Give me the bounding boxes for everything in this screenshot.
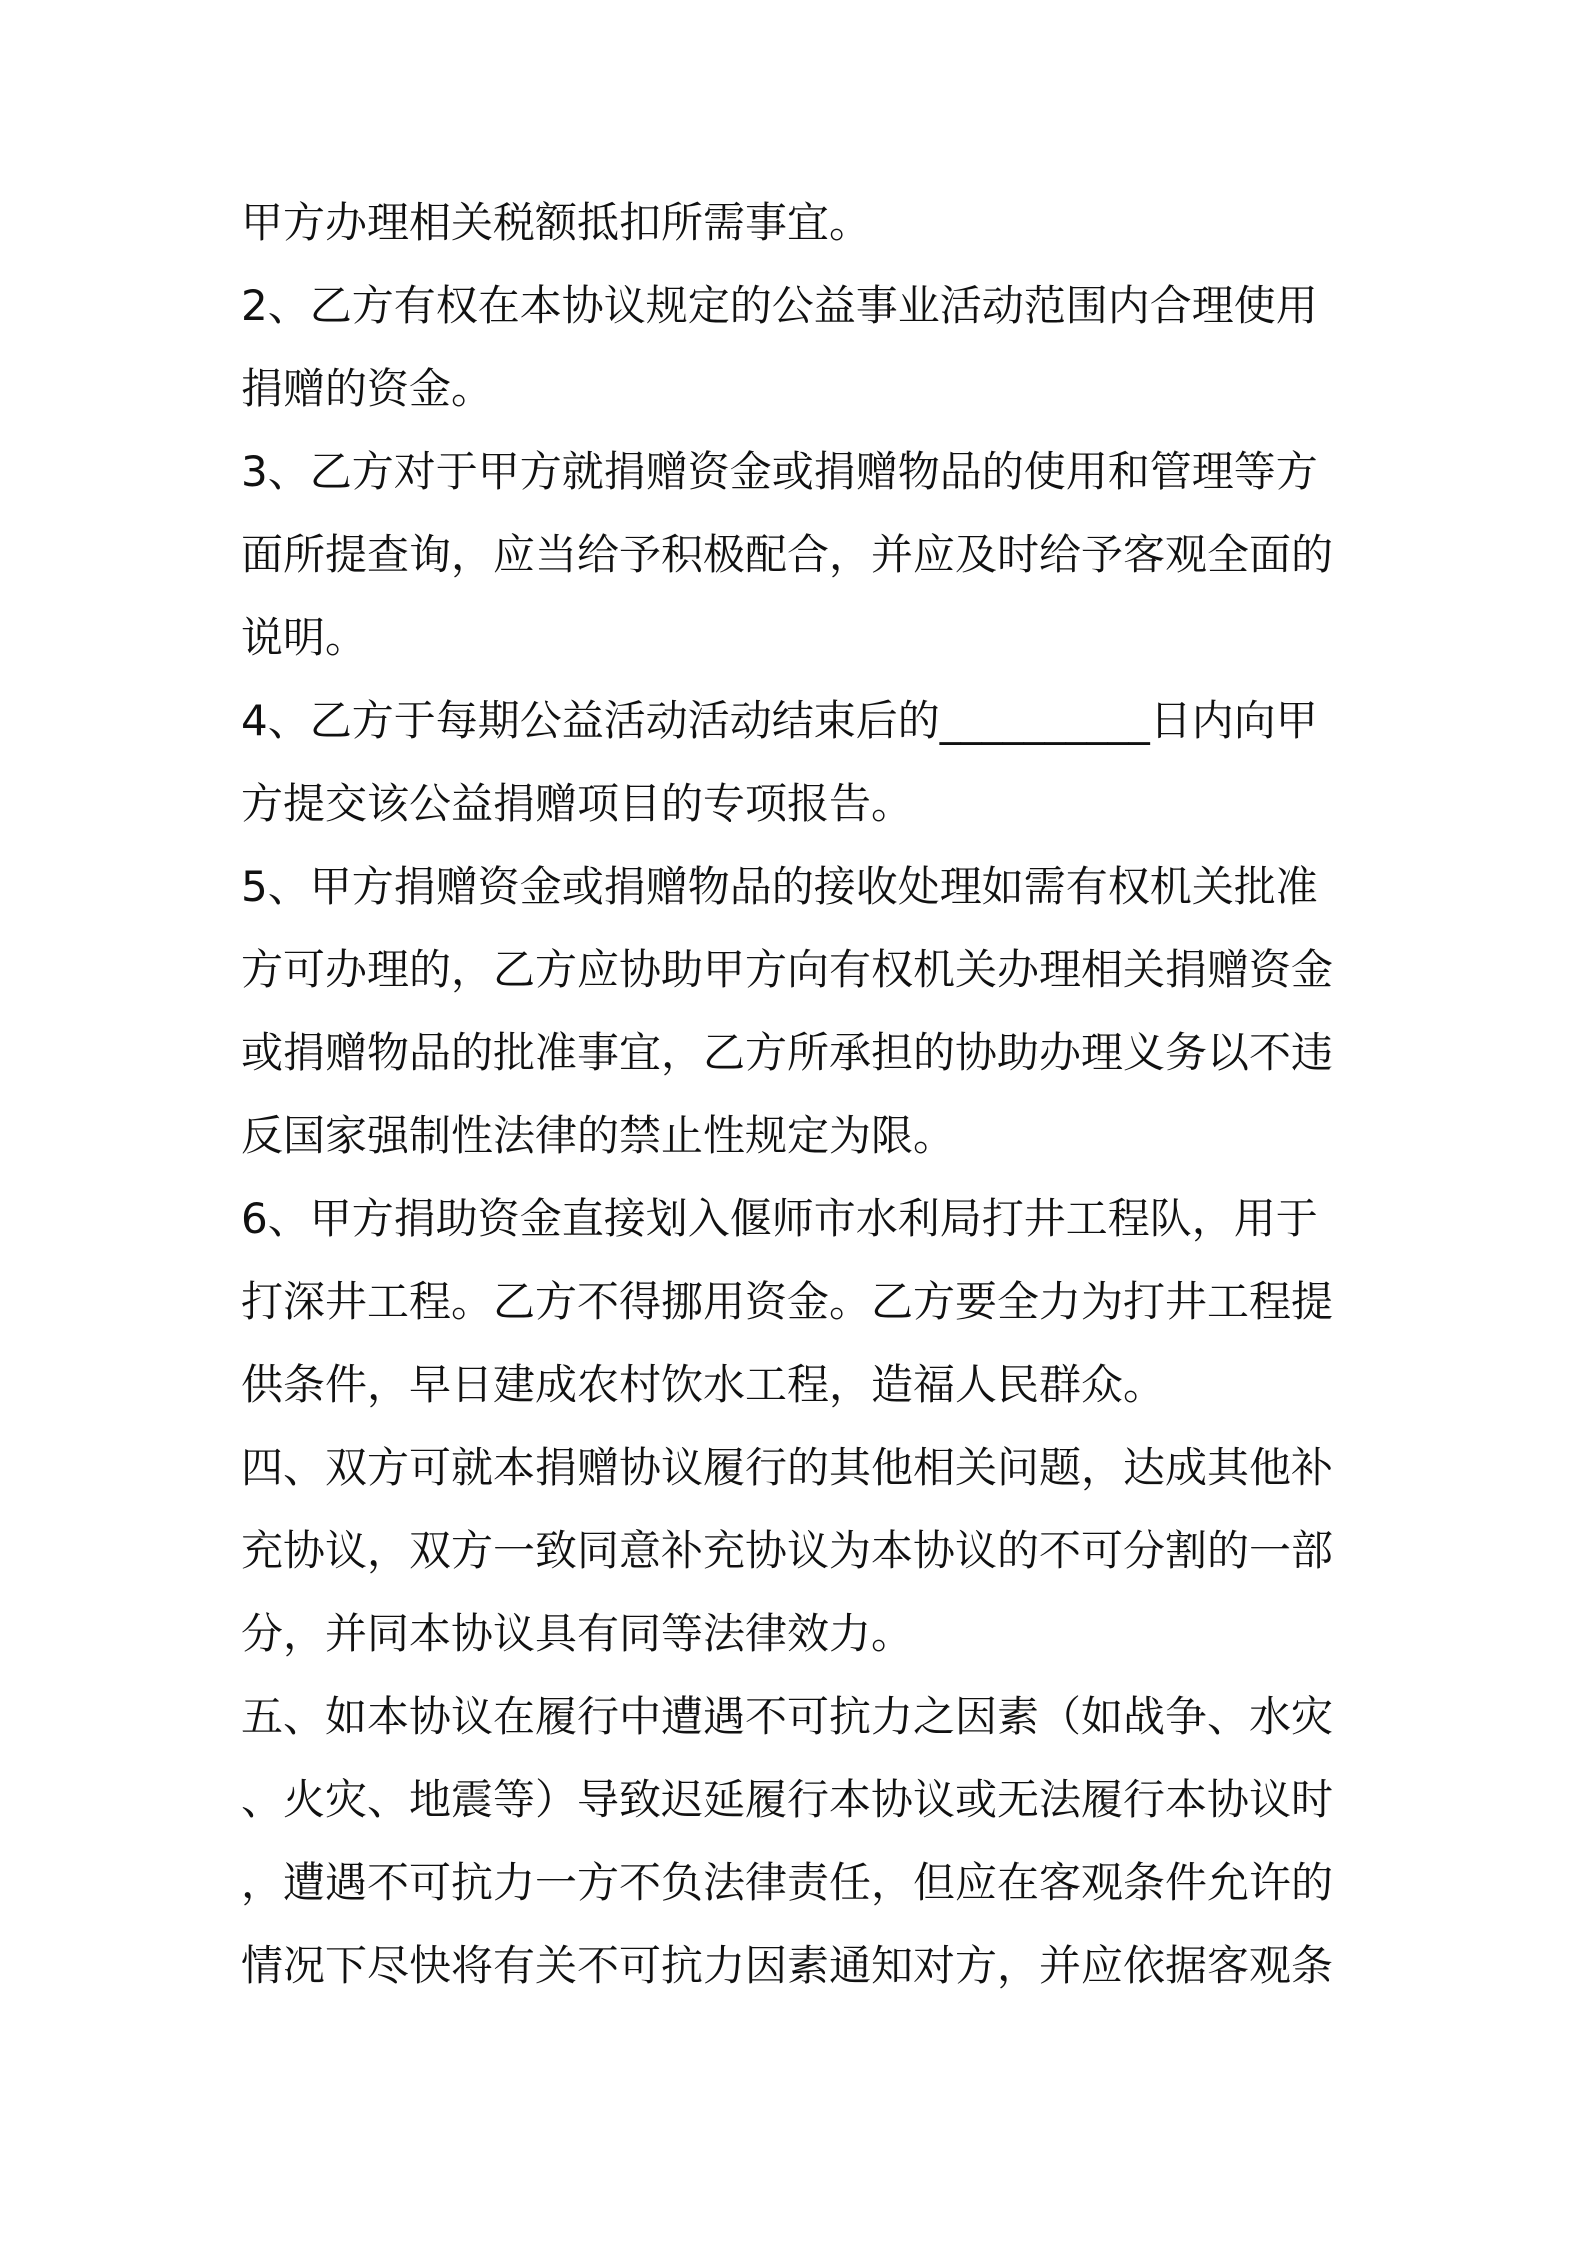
text-line: 四、双方可就本捐赠协议履行的其他相关问题，达成其他补 — [241, 1443, 1334, 1492]
text-line: ，遭遇不可抗力一方不负法律责任，但应在客观条件允许的 — [241, 1858, 1334, 1907]
text-line: 捐赠的资金。 — [241, 364, 494, 413]
text-line: 分，并同本协议具有同等法律效力。 — [241, 1609, 914, 1658]
text-line: 方可办理的，乙方应协助甲方向有权机关办理相关捐赠资金 — [241, 945, 1334, 994]
text-line: 或捐赠物品的批准事宜，乙方所承担的协助办理义务以不违 — [241, 1028, 1334, 1077]
text-line: 6、甲方捐助资金直接划入偃师市水利局打井工程队，用于 — [241, 1194, 1318, 1243]
text-line: 五、如本协议在履行中遭遇不可抗力之因素（如战争、水灾 — [241, 1692, 1334, 1741]
text-line: 方提交该公益捐赠项目的专项报告。 — [241, 779, 914, 828]
text-line: 供条件，早日建成农村饮水工程，造福人民群众。 — [241, 1360, 1166, 1409]
text-line: 说明。 — [241, 613, 368, 662]
text-line: 2、乙方有权在本协议规定的公益事业活动范围内合理使用 — [241, 281, 1318, 330]
text-line: 4、乙方于每期公益活动活动结束后的__________日内向甲 — [241, 696, 1318, 745]
text-line: 、火灾、地震等）导致迟延履行本协议或无法履行本协议时 — [241, 1775, 1334, 1824]
text-line: 3、乙方对于甲方就捐赠资金或捐赠物品的使用和管理等方 — [241, 447, 1318, 496]
text-line: 5、甲方捐赠资金或捐赠物品的接收处理如需有权机关批准 — [241, 862, 1318, 911]
text-line: 反国家强制性法律的禁止性规定为限。 — [241, 1111, 956, 1160]
text-line: 充协议，双方一致同意补充协议为本协议的不可分割的一部 — [241, 1526, 1334, 1575]
text-line: 甲方办理相关税额抵扣所需事宜。 — [241, 198, 872, 247]
text-line: 情况下尽快将有关不可抗力因素通知对方，并应依据客观条 — [241, 1941, 1334, 1990]
text-line: 面所提查询，应当给予积极配合，并应及时给予客观全面的 — [241, 530, 1334, 579]
text-line: 打深井工程。乙方不得挪用资金。乙方要全力为打井工程提 — [241, 1277, 1334, 1326]
